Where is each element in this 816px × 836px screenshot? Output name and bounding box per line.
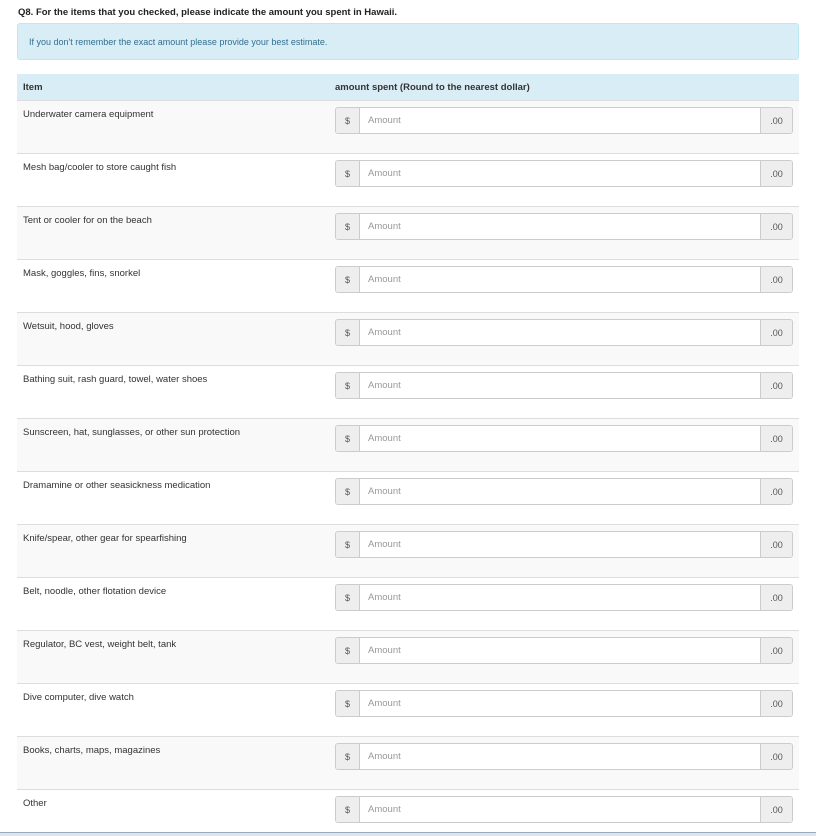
- dollar-sign-addon: $: [336, 108, 360, 133]
- column-header-amount: amount spent (Round to the nearest dollar): [335, 82, 530, 93]
- cents-addon: .00: [760, 585, 792, 610]
- cents-addon: .00: [760, 373, 792, 398]
- cents-addon: .00: [760, 161, 792, 186]
- cents-addon: .00: [760, 744, 792, 769]
- amount-input-group: [335, 796, 793, 823]
- amount-table: [17, 74, 799, 836]
- table-row: [17, 312, 799, 365]
- dollar-sign-addon: $: [336, 532, 360, 557]
- info-alert: If you don't remember the exact amount please provide your best estimate.: [17, 23, 799, 60]
- amount-input-group: [335, 372, 793, 399]
- item-label: Other: [23, 798, 47, 809]
- item-label: Sunscreen, hat, sunglasses, or other sun protection: [23, 427, 241, 438]
- item-label: Belt, noodle, other flotation device: [23, 586, 167, 597]
- cents-addon: .00: [760, 214, 792, 239]
- amount-input[interactable]: [360, 691, 760, 716]
- amount-input[interactable]: [360, 214, 760, 239]
- cents-addon: .00: [760, 479, 792, 504]
- item-label: Bathing suit, rash guard, towel, water shoes: [23, 374, 208, 385]
- table-row: [17, 471, 799, 524]
- cents-addon: .00: [760, 320, 792, 345]
- amount-input-group: [335, 425, 793, 452]
- dollar-sign-addon: $: [336, 320, 360, 345]
- amount-input[interactable]: [360, 320, 760, 345]
- table-row: [17, 365, 799, 418]
- amount-input[interactable]: [360, 108, 760, 133]
- amount-input[interactable]: [360, 638, 760, 663]
- amount-input-group: [335, 584, 793, 611]
- table-row: [17, 206, 799, 259]
- dollar-sign-addon: $: [336, 691, 360, 716]
- amount-input[interactable]: [360, 532, 760, 557]
- amount-input-group: [335, 743, 793, 770]
- item-label: Dramamine or other seasickness medication: [23, 480, 211, 491]
- amount-input-group: [335, 531, 793, 558]
- amount-input[interactable]: [360, 267, 760, 292]
- amount-input-group: [335, 160, 793, 187]
- dollar-sign-addon: $: [336, 585, 360, 610]
- amount-input-group: [335, 213, 793, 240]
- table-row: [17, 153, 799, 206]
- amount-input[interactable]: [360, 479, 760, 504]
- window-bottom-edge: [0, 832, 816, 836]
- table-row: [17, 524, 799, 577]
- cents-addon: .00: [760, 638, 792, 663]
- amount-input-group: [335, 478, 793, 505]
- table-body: [17, 100, 799, 836]
- table-row: [17, 789, 799, 836]
- cents-addon: .00: [760, 797, 792, 822]
- item-label: Underwater camera equipment: [23, 109, 154, 120]
- item-label: Knife/spear, other gear for spearfishing: [23, 533, 187, 544]
- item-label: Dive computer, dive watch: [23, 692, 134, 703]
- amount-input[interactable]: [360, 426, 760, 451]
- amount-input-group: [335, 266, 793, 293]
- table-row: [17, 736, 799, 789]
- dollar-sign-addon: $: [336, 638, 360, 663]
- item-label: Regulator, BC vest, weight belt, tank: [23, 639, 177, 650]
- item-label: Mask, goggles, fins, snorkel: [23, 268, 141, 279]
- cents-addon: .00: [760, 532, 792, 557]
- table-row: [17, 630, 799, 683]
- item-label: Tent or cooler for on the beach: [23, 215, 152, 226]
- dollar-sign-addon: $: [336, 426, 360, 451]
- cents-addon: .00: [760, 426, 792, 451]
- amount-input-group: [335, 319, 793, 346]
- dollar-sign-addon: $: [336, 267, 360, 292]
- table-row: [17, 577, 799, 630]
- dollar-sign-addon: $: [336, 214, 360, 239]
- table-row: [17, 100, 799, 153]
- cents-addon: .00: [760, 108, 792, 133]
- table-row: [17, 683, 799, 736]
- item-label: Mesh bag/cooler to store caught fish: [23, 162, 177, 173]
- table-row: [17, 259, 799, 312]
- dollar-sign-addon: $: [336, 744, 360, 769]
- amount-input[interactable]: [360, 797, 760, 822]
- amount-input[interactable]: [360, 744, 760, 769]
- amount-input-group: [335, 637, 793, 664]
- dollar-sign-addon: $: [336, 161, 360, 186]
- dollar-sign-addon: $: [336, 373, 360, 398]
- item-label: Wetsuit, hood, gloves: [23, 321, 114, 332]
- amount-input-group: [335, 690, 793, 717]
- amount-input[interactable]: [360, 161, 760, 186]
- cents-addon: .00: [760, 267, 792, 292]
- dollar-sign-addon: $: [336, 797, 360, 822]
- amount-input-group: [335, 107, 793, 134]
- item-label: Books, charts, maps, magazines: [23, 745, 161, 756]
- table-header: [17, 74, 799, 100]
- question-title: Q8. For the items that you checked, please indicate the amount you spent in Hawaii.: [18, 7, 398, 18]
- cents-addon: .00: [760, 691, 792, 716]
- column-header-item: Item: [23, 82, 43, 93]
- amount-input[interactable]: [360, 585, 760, 610]
- dollar-sign-addon: $: [336, 479, 360, 504]
- table-row: [17, 418, 799, 471]
- amount-input[interactable]: [360, 373, 760, 398]
